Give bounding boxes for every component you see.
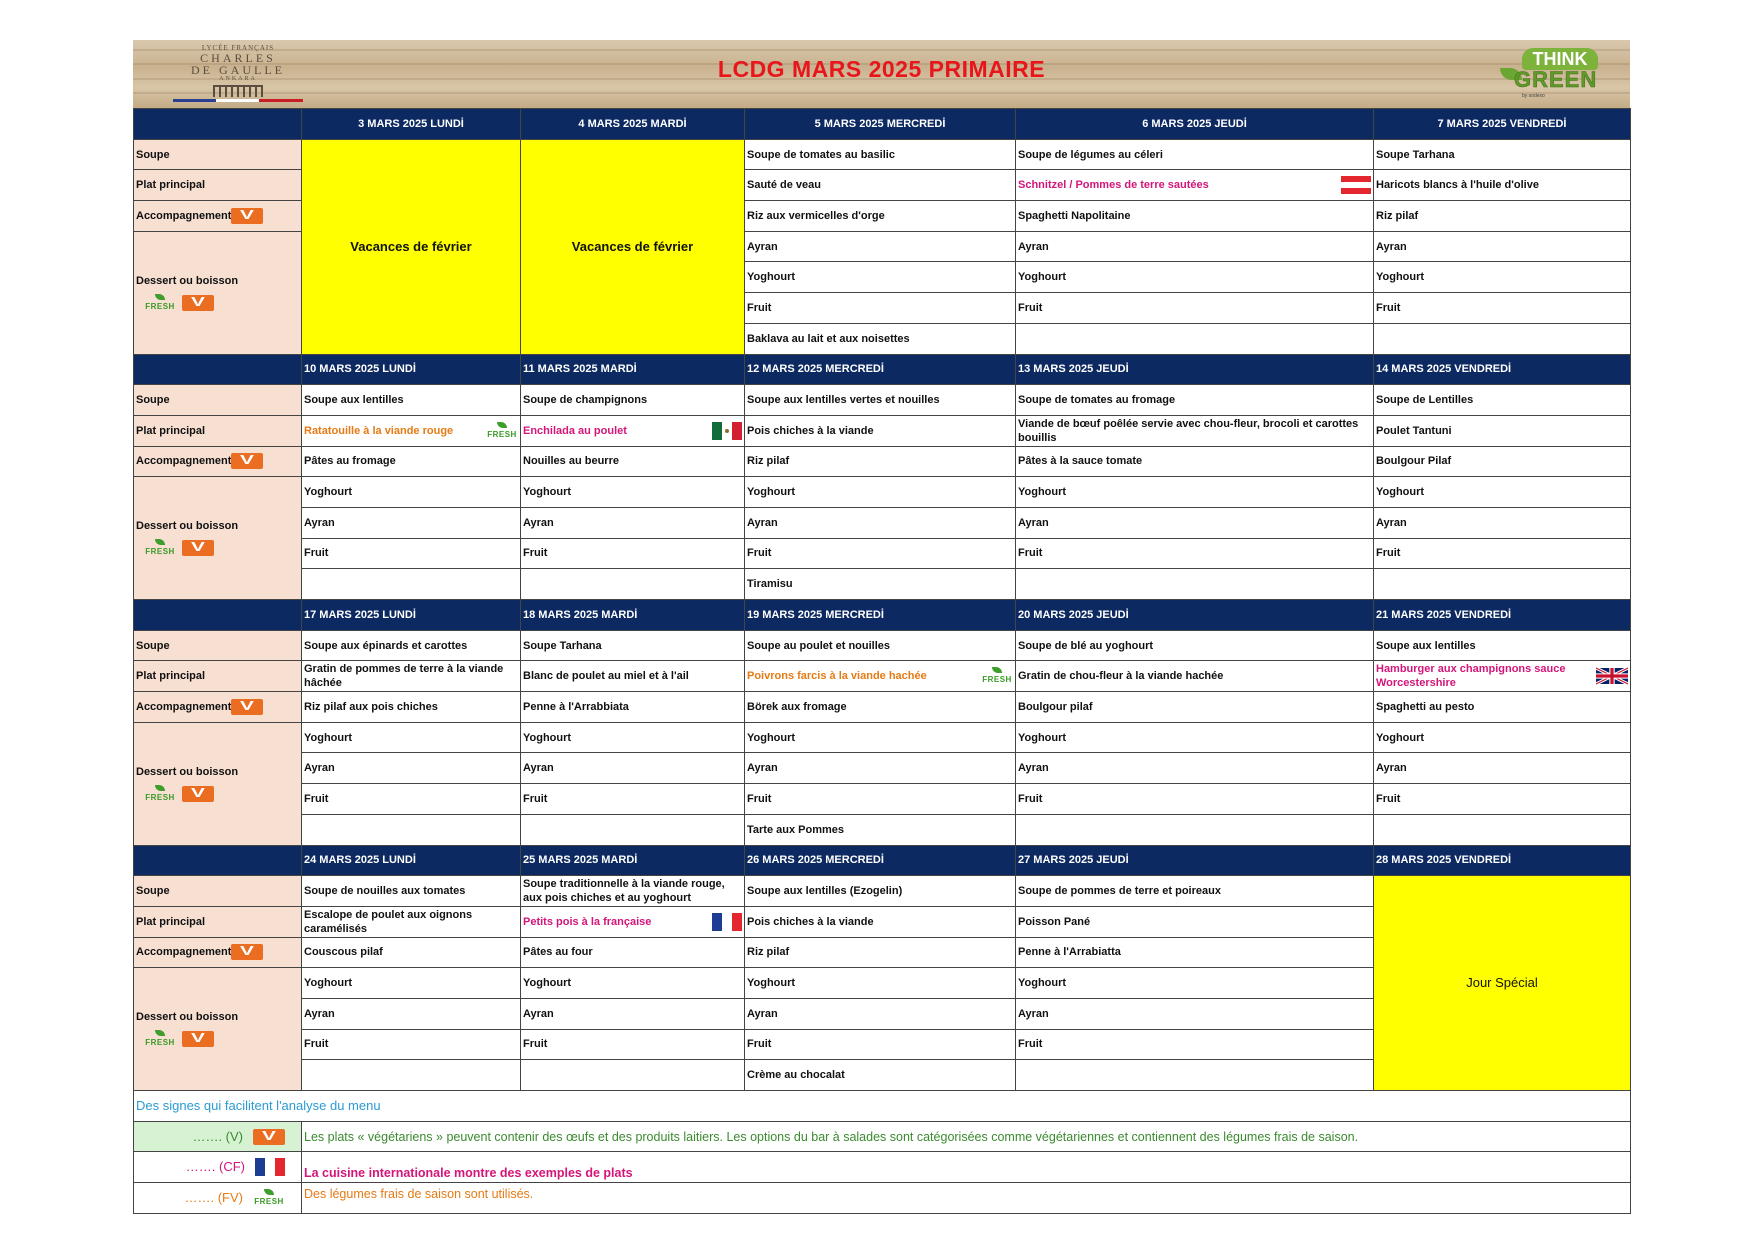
legend-title: Des signes qui facilitent l'analyse du menu [134,1091,1631,1122]
menu-cell: Fruit [1374,784,1631,815]
menu-cell: Yoghourt [521,722,745,753]
menu-cell-fresh: Poivrons farcis à la viande hachée FRESH [745,661,1016,692]
day-header: 21 MARS 2025 VENDREDİ [1374,600,1631,631]
menu-cell: Baklava au lait et aux noisettes [745,323,1016,354]
uk-flag-icon [1596,667,1628,685]
menu-cell: Riz pilaf [745,446,1016,477]
menu-cell: Fruit [1374,293,1631,324]
menu-cell-international: Hamburger aux champignons sauce Worcestershire [1374,661,1631,692]
menu-cell: Pois chiches à la viande [745,906,1016,937]
legend-text-vegetarian: Les plats « végétariens » peuvent contenir des œufs et des produits laitiers. Les options du bar à salades sont catégorisées comme végétariennes et contiennent des légumes frais de saison. [302,1121,1631,1152]
menu-cell [1374,323,1631,354]
mexico-flag-icon [712,422,742,440]
day-header: 4 MARS 2025 MARDİ [521,109,745,140]
menu-cell: Soupe aux lentilles (Ezogelin) [745,876,1016,907]
menu-cell: Penne à l'Arrabbiata [521,692,745,723]
vegetarian-icon [182,1031,214,1047]
menu-cell: Ayran [745,231,1016,262]
special-day-cell: Jour Spécial [1374,876,1631,1091]
row-label-dessert: Dessert ou boisson FRESH V [134,968,302,1091]
day-header: 3 MARS 2025 LUNDİ [302,109,521,140]
lcdg-logo: LYCÉE FRANÇAIS CHARLES DE GAULLE ANKARA [163,44,313,104]
menu-cell: Yoghourt [302,968,521,999]
menu-cell: Haricots blancs à l'huile d'olive [1374,170,1631,201]
day-header: 24 MARS 2025 LUNDİ [302,845,521,876]
fresh-icon: FRESH [144,1030,176,1048]
menu-cell: Blanc de poulet au miel et à l'ail [521,661,745,692]
holiday-cell: Vacances de février [521,139,745,354]
menu-cell [1374,569,1631,600]
menu-cell: Ayran [745,998,1016,1029]
menu-cell: Soupe de tomates au fromage [1016,385,1374,416]
vegetarian-icon [231,944,263,960]
menu-cell: Yoghourt [1374,722,1631,753]
menu-cell: Soupe traditionnelle à la viande rouge, aux pois chiches et au yoghourt [521,876,745,907]
menu-cell: Fruit [1016,784,1374,815]
day-header: 27 MARS 2025 JEUDİ [1016,845,1374,876]
vegetarian-icon [231,208,263,224]
menu-cell: Riz pilaf [1374,201,1631,232]
menu-cell: Yoghourt [745,968,1016,999]
day-header: 26 MARS 2025 MERCREDİ [745,845,1016,876]
row-label-plat: Plat principal [134,661,302,692]
menu-cell [521,814,745,845]
legend-text-fresh: Des légumes frais de saison sont utilisés. [302,1183,1631,1214]
france-flag-icon [712,913,742,931]
menu-cell: Boulgour Pilaf [1374,446,1631,477]
vegetarian-icon [231,699,263,715]
page-title: LCDG MARS 2025 PRIMAIRE [717,56,1046,82]
menu-table [133,108,1631,1214]
menu-cell: Yoghourt [1016,262,1374,293]
menu-cell: Viande de bœuf poêlée servie avec chou-fleur, brocoli et carottes bouillis [1016,415,1374,446]
menu-cell: Soupe de nouilles aux tomates [302,876,521,907]
menu-cell: Yoghourt [1016,968,1374,999]
day-header: 20 MARS 2025 JEUDİ [1016,600,1374,631]
menu-cell: Soupe Tarhana [1374,139,1631,170]
menu-cell: Ayran [1374,231,1631,262]
menu-cell: Fruit [1016,1029,1374,1060]
banner-header [133,40,1630,108]
menu-cell: Pâtes au four [521,937,745,968]
week-header [134,354,1631,385]
think-green-logo: THINK GREEN by sodexo [1500,44,1610,104]
menu-cell: Ayran [302,998,521,1029]
menu-cell: Fruit [745,538,1016,569]
row-label-dessert: Dessert ou boisson FRESH V [134,231,302,354]
row-label-plat: Plat principal [134,415,302,446]
menu-cell: Riz aux vermicelles d'orge [745,201,1016,232]
menu-cell: Yoghourt [302,477,521,508]
vegetarian-icon [231,453,263,469]
holiday-cell: Vacances de février [302,139,521,354]
menu-cell: Gratin de pommes de terre à la viande hâchée [302,661,521,692]
menu-cell: Sauté de veau [745,170,1016,201]
menu-cell [302,814,521,845]
menu-cell: Nouilles au beurre [521,446,745,477]
menu-cell: Ayran [521,753,745,784]
menu-cell: Spaghetti au pesto [1374,692,1631,723]
menu-cell: Soupe de légumes au céleri [1016,139,1374,170]
menu-cell: Ayran [521,998,745,1029]
menu-cell: Fruit [302,784,521,815]
day-header: 12 MARS 2025 MERCREDİ [745,354,1016,385]
menu-cell: Ayran [521,507,745,538]
menu-cell: Fruit [521,538,745,569]
legend-key-vegetarian: ……. (V) V [134,1121,302,1152]
menu-cell: Soupe aux lentilles [1374,630,1631,661]
menu-cell-international: Schnitzel / Pommes de terre sautées [1016,170,1374,201]
menu-cell: Ayran [1374,507,1631,538]
menu-cell [521,1060,745,1091]
menu-cell: Ayran [302,507,521,538]
menu-cell: Fruit [521,784,745,815]
menu-cell: Ayran [1016,753,1374,784]
menu-cell: Poulet Tantuni [1374,415,1631,446]
menu-cell: Fruit [302,1029,521,1060]
menu-cell: Fruit [745,784,1016,815]
legend-key-fresh: ……. (FV) FRESH [134,1183,302,1214]
day-header: 18 MARS 2025 MARDİ [521,600,745,631]
menu-cell: Soupe de Lentilles [1374,385,1631,416]
menu-cell: Fruit [1016,293,1374,324]
menu-cell: Fruit [1374,538,1631,569]
menu-cell [521,569,745,600]
fresh-icon: FRESH [981,667,1013,685]
menu-cell: Ayran [1016,507,1374,538]
vegetarian-icon [182,295,214,311]
menu-cell: Ayran [1016,231,1374,262]
vegetarian-icon [253,1129,285,1145]
week-header [134,600,1631,631]
row-label-dessert: Dessert ou boisson FRESH V [134,477,302,600]
menu-cell: Yoghourt [1016,477,1374,508]
day-header: 19 MARS 2025 MERCREDİ [745,600,1016,631]
menu-cell: Yoghourt [521,968,745,999]
menu-cell: Börek aux fromage [745,692,1016,723]
menu-cell: Pois chiches à la viande [745,415,1016,446]
menu-cell [1374,814,1631,845]
menu-cell-international: Enchilada au poulet [521,415,745,446]
row-label-soupe: Soupe [134,630,302,661]
menu-cell-international: Petits pois à la française [521,906,745,937]
day-header: 11 MARS 2025 MARDİ [521,354,745,385]
menu-cell: Yoghourt [302,722,521,753]
menu-cell: Soupe aux épinards et carottes [302,630,521,661]
menu-cell: Spaghetti Napolitaine [1016,201,1374,232]
menu-cell: Ayran [745,507,1016,538]
row-label-dessert: Dessert ou boisson FRESH V [134,722,302,845]
menu-cell: Yoghourt [1374,477,1631,508]
vegetarian-icon [182,786,214,802]
menu-cell: Soupe aux lentilles vertes et nouilles [745,385,1016,416]
fresh-icon: FRESH [144,294,176,312]
row-label-accompagnement: Accompagnement V [134,692,302,723]
menu-cell: Riz pilaf [745,937,1016,968]
week-header [134,109,1631,140]
menu-cell [302,569,521,600]
menu-cell: Yoghourt [745,477,1016,508]
menu-cell [302,1060,521,1091]
day-header: 25 MARS 2025 MARDİ [521,845,745,876]
fresh-icon: FRESH [144,539,176,557]
menu-cell: Fruit [745,293,1016,324]
fresh-icon: FRESH [253,1189,285,1207]
legend-key-international: ……. (CF) [134,1152,302,1183]
vegetarian-icon [182,540,214,556]
menu-cell: Ayran [302,753,521,784]
menu-cell: Yoghourt [521,477,745,508]
menu-cell: Yoghourt [1374,262,1631,293]
austria-flag-icon [1341,176,1371,194]
menu-cell: Escalope de poulet aux oignons caramélisés [302,906,521,937]
menu-cell: Soupe de tomates au basilic [745,139,1016,170]
menu-cell: Yoghourt [745,262,1016,293]
menu-cell: Soupe de blé au yoghourt [1016,630,1374,661]
day-header: 5 MARS 2025 MERCREDİ [745,109,1016,140]
day-header: 7 MARS 2025 VENDREDİ [1374,109,1631,140]
row-label-plat: Plat principal [134,906,302,937]
day-header: 6 MARS 2025 JEUDİ [1016,109,1374,140]
menu-cell: Tarte aux Pommes [745,814,1016,845]
row-label-soupe: Soupe [134,385,302,416]
menu-cell: Fruit [521,1029,745,1060]
menu-cell-fresh: Ratatouille à la viande rouge FRESH [302,415,521,446]
menu-cell: Boulgour pilaf [1016,692,1374,723]
menu-cell: Soupe au poulet et nouilles [745,630,1016,661]
row-label-accompagnement: Accompagnement V [134,937,302,968]
legend-text-international: La cuisine internationale montre des exemples de plats [302,1152,1631,1183]
menu-cell: Soupe de champignons [521,385,745,416]
menu-cell [1016,323,1374,354]
menu-cell: Fruit [1016,538,1374,569]
menu-cell: Penne à l'Arrabiatta [1016,937,1374,968]
menu-cell: Yoghourt [745,722,1016,753]
menu-cell: Soupe Tarhana [521,630,745,661]
menu-cell: Soupe de pommes de terre et poireaux [1016,876,1374,907]
menu-cell: Poisson Pané [1016,906,1374,937]
day-header: 17 MARS 2025 LUNDİ [302,600,521,631]
menu-cell: Soupe aux lentilles [302,385,521,416]
day-header: 13 MARS 2025 JEUDİ [1016,354,1374,385]
menu-cell: Riz pilaf aux pois chiches [302,692,521,723]
menu-cell: Yoghourt [1016,722,1374,753]
row-label-accompagnement: Accompagnement V [134,201,302,232]
menu-cell [1016,569,1374,600]
row-label-plat: Plat principal [134,170,302,201]
day-header: 14 MARS 2025 VENDREDİ [1374,354,1631,385]
row-label-accompagnement: Accompagnement V [134,446,302,477]
row-label-soupe: Soupe [134,876,302,907]
menu-cell: Pâtes au fromage [302,446,521,477]
menu-cell [1016,1060,1374,1091]
menu-cell: Tiramisu [745,569,1016,600]
menu-cell: Ayran [1374,753,1631,784]
fresh-icon: FRESH [486,422,518,440]
day-header: 10 MARS 2025 LUNDİ [302,354,521,385]
menu-cell: Fruit [302,538,521,569]
menu-cell: Fruit [745,1029,1016,1060]
menu-cell: Pâtes à la sauce tomate [1016,446,1374,477]
week-header [134,845,1631,876]
menu-cell: Couscous pilaf [302,937,521,968]
menu-cell: Gratin de chou-fleur à la viande hachée [1016,661,1374,692]
menu-cell: Crème au chocalat [745,1060,1016,1091]
fresh-icon: FRESH [144,785,176,803]
row-label-soupe: Soupe [134,139,302,170]
france-flag-icon [255,1158,285,1176]
menu-cell: Ayran [1016,998,1374,1029]
menu-cell: Ayran [745,753,1016,784]
menu-cell [1016,814,1374,845]
day-header: 28 MARS 2025 VENDREDİ [1374,845,1631,876]
